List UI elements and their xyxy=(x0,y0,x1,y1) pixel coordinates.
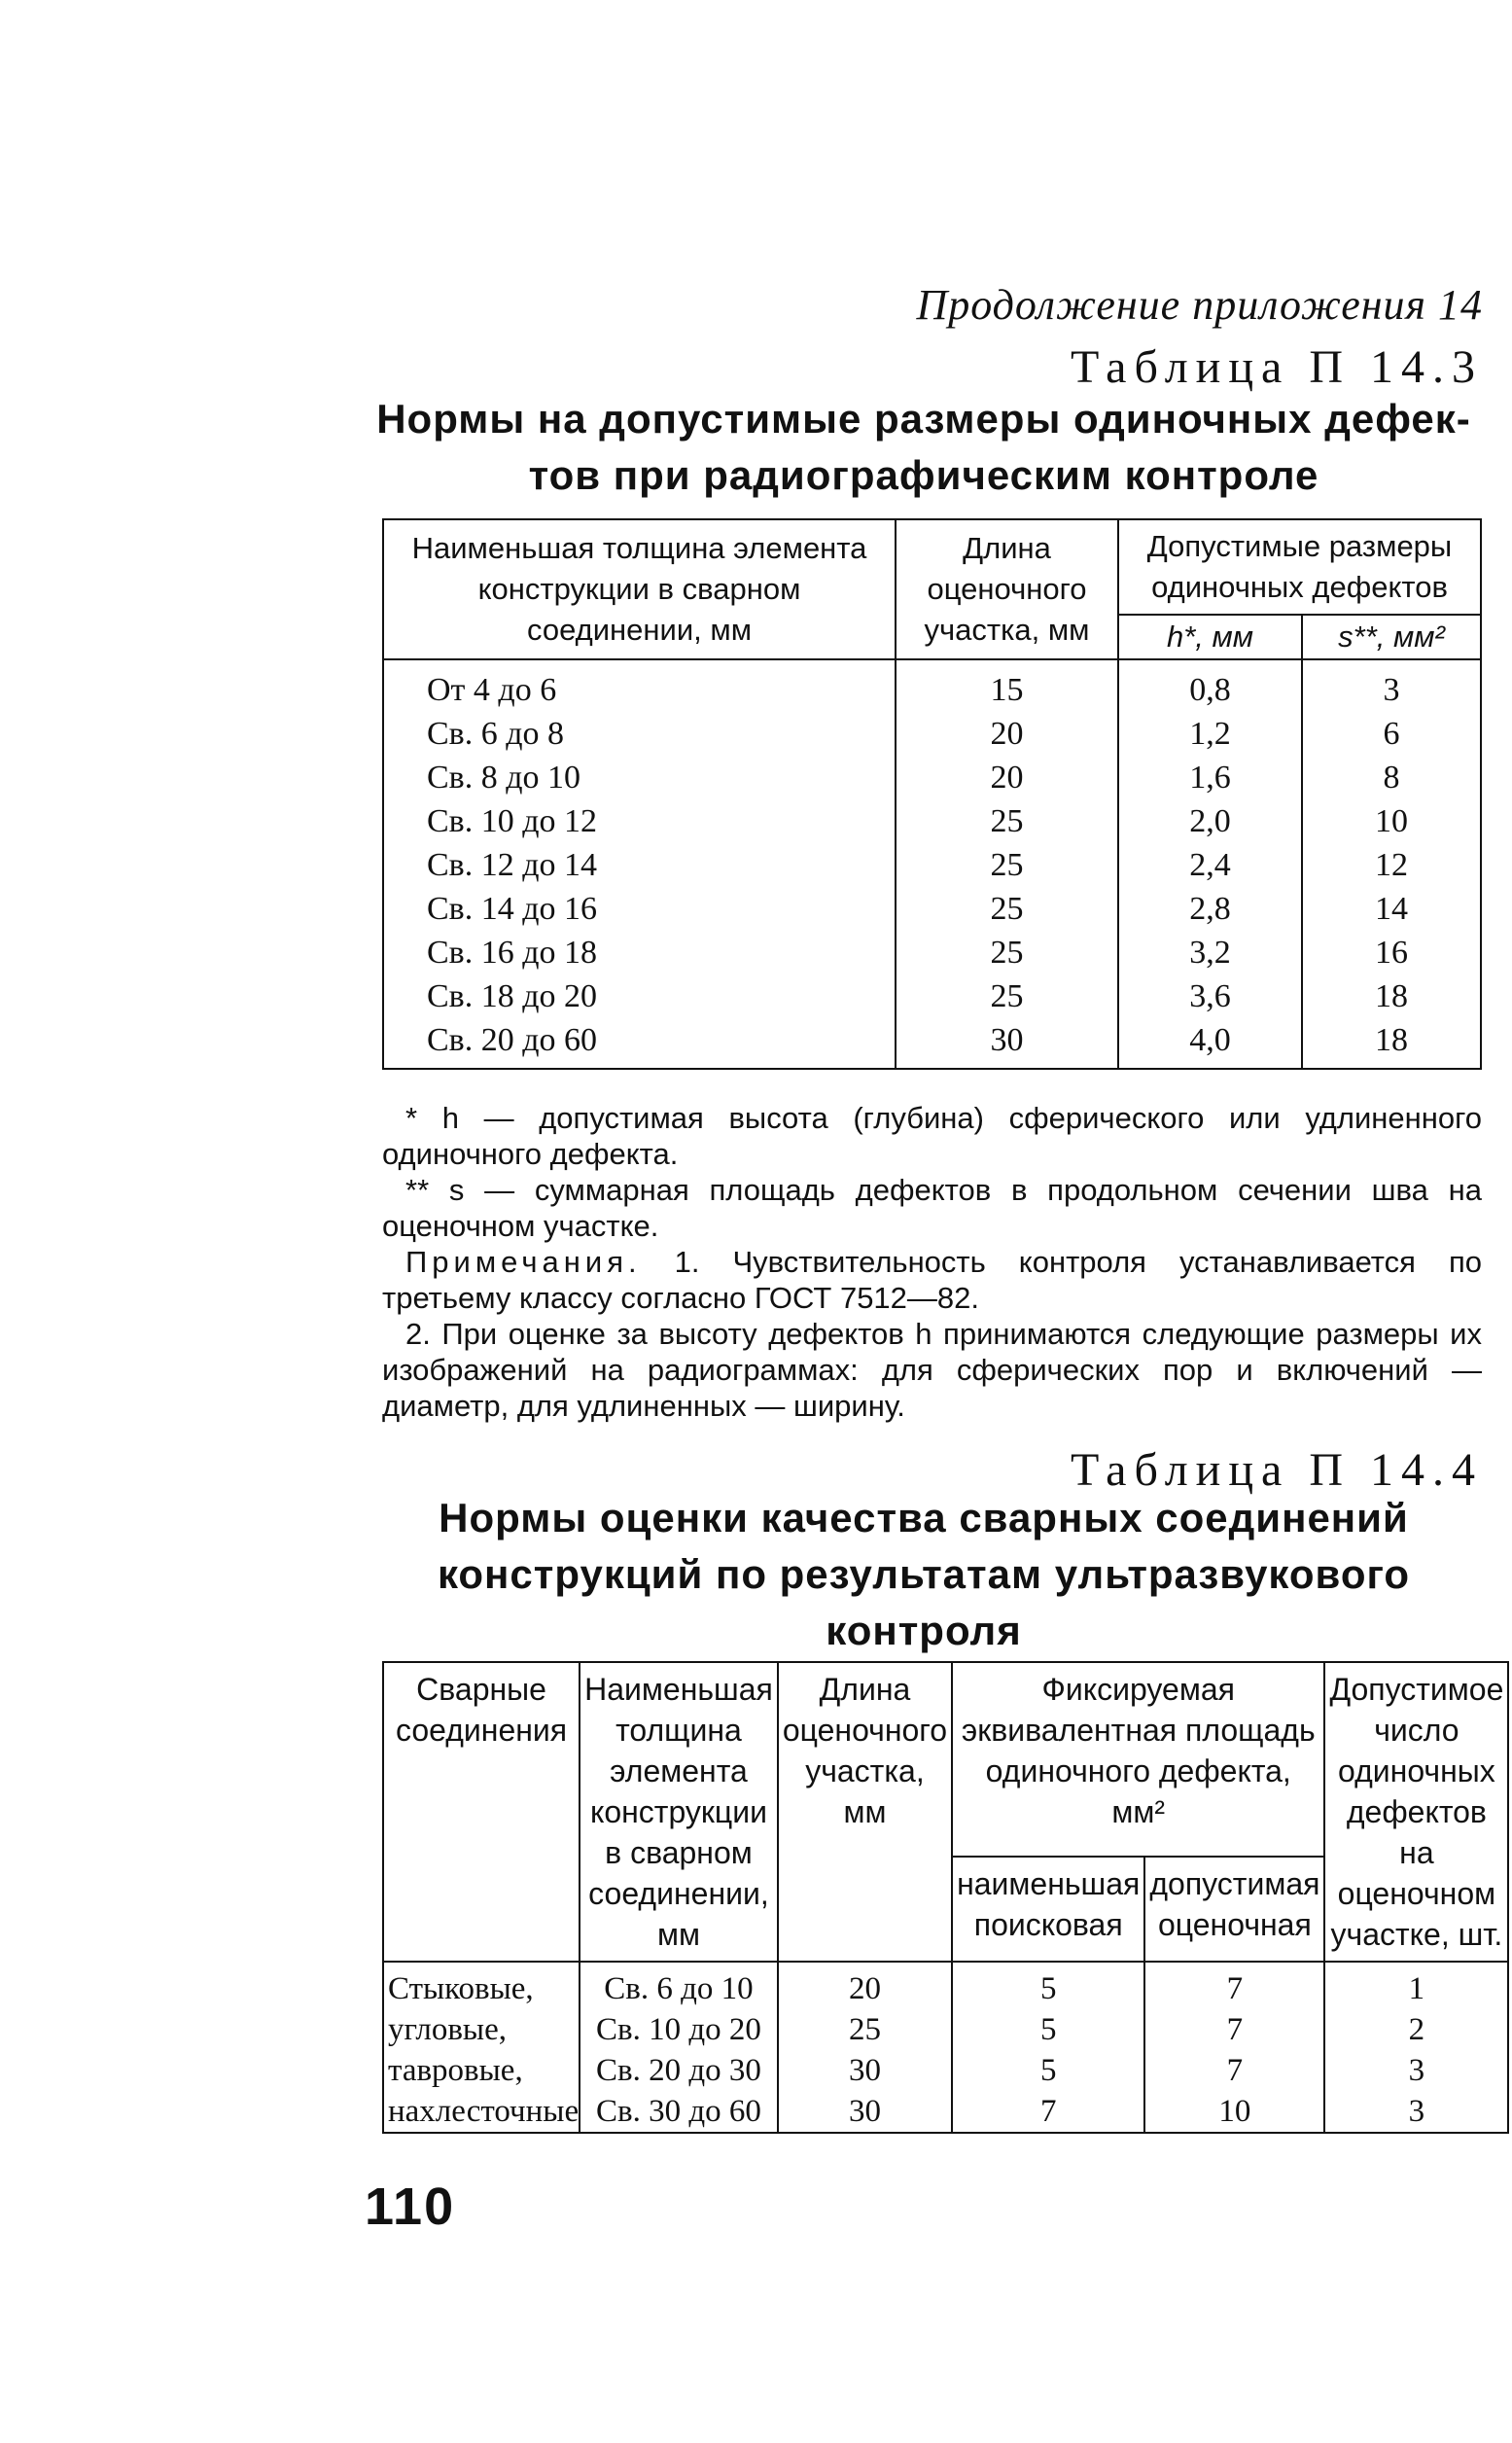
cell-s: 6 xyxy=(1302,712,1481,756)
cell-joint-type: нахлесточные xyxy=(383,2091,580,2133)
cell-h: 2,8 xyxy=(1118,887,1302,931)
cell-length: 25 xyxy=(778,2009,952,2050)
cell-range: Св. 6 до 10 xyxy=(580,1962,778,2009)
table2-title-line3: контроля xyxy=(826,1608,1022,1653)
cell-range: Св. 10 до 12 xyxy=(383,799,896,843)
cell-allowed: 10 xyxy=(1144,2091,1324,2133)
cell-joint-type: Стыковые, xyxy=(383,1962,580,2009)
table-row xyxy=(383,1962,1508,2009)
footnotes xyxy=(382,1100,1482,1424)
table1-title-line2: тов при радиографическим контроле xyxy=(528,452,1319,498)
table-row xyxy=(383,2050,1508,2091)
cell-count: 3 xyxy=(1324,2050,1508,2091)
t1-header-s: s**, мм² xyxy=(1302,615,1481,659)
cell-s: 3 xyxy=(1302,659,1481,712)
cell-count: 1 xyxy=(1324,1962,1508,2009)
table2-title xyxy=(369,1490,1478,1659)
note-item-1: 1. Чувствительность контроля устанавливается по третьему классу согласно ГОСТ 7512—82. xyxy=(382,1245,1482,1315)
table-row xyxy=(383,974,1481,1018)
cell-h: 2,4 xyxy=(1118,843,1302,887)
cell-length: 30 xyxy=(778,2091,952,2133)
cell-range: Св. 14 до 16 xyxy=(383,887,896,931)
footnote-h: * h — допустимая высота (глубина) сферического или удлиненного одиночного дефекта. xyxy=(382,1101,1482,1171)
cell-h: 3,6 xyxy=(1118,974,1302,1018)
t2-header-length: Длина оценочного участка, мм xyxy=(778,1662,952,1962)
t2-header-area: Фиксируемая эквивалентная площадь одиночного дефекта, мм² xyxy=(952,1662,1324,1857)
cell-length: 25 xyxy=(896,887,1118,931)
cell-s: 18 xyxy=(1302,1018,1481,1069)
t2-header-thickness: Наименьшая толщина элемента конструкции в сварном соединении, мм xyxy=(580,1662,778,1962)
t2-header-count: Допустимое число одиночных дефектов на оценочном участке, шт. xyxy=(1324,1662,1508,1962)
cell-joint-type: угловые, xyxy=(383,2009,580,2050)
t2-header-allowed: допустимая оценочная xyxy=(1144,1857,1324,1962)
table2-title-line1: Нормы оценки качества сварных соединений xyxy=(439,1495,1409,1540)
table-row xyxy=(383,2091,1508,2133)
cell-range: Св. 20 до 30 xyxy=(580,2050,778,2091)
cell-search: 5 xyxy=(952,2009,1144,2050)
table1-title-line1: Нормы на допустимые размеры одиночных дефек- xyxy=(376,396,1471,442)
cell-h: 4,0 xyxy=(1118,1018,1302,1069)
cell-range: Св. 8 до 10 xyxy=(383,756,896,799)
cell-s: 12 xyxy=(1302,843,1481,887)
table-row xyxy=(383,887,1481,931)
footnote-s: ** s — суммарная площадь дефектов в продольном сечении шва на оценочном участке. xyxy=(382,1173,1482,1243)
t1-header-length: Длина оценочного участка, мм xyxy=(896,519,1118,659)
cell-length: 25 xyxy=(896,799,1118,843)
table1-caption: Таблица П 14.3 xyxy=(1071,341,1483,393)
table2-caption: Таблица П 14.4 xyxy=(1071,1444,1483,1496)
table-row xyxy=(383,843,1481,887)
cell-length: 30 xyxy=(778,2050,952,2091)
cell-s: 16 xyxy=(1302,931,1481,974)
table1 xyxy=(382,518,1482,1070)
cell-search: 5 xyxy=(952,2050,1144,2091)
cell-s: 18 xyxy=(1302,974,1481,1018)
cell-h: 1,6 xyxy=(1118,756,1302,799)
cell-h: 3,2 xyxy=(1118,931,1302,974)
cell-length: 25 xyxy=(896,974,1118,1018)
cell-allowed: 7 xyxy=(1144,2009,1324,2050)
cell-search: 5 xyxy=(952,1962,1144,2009)
cell-search: 7 xyxy=(952,2091,1144,2133)
cell-range: Св. 18 до 20 xyxy=(383,974,896,1018)
page-number: 110 xyxy=(365,2177,456,2236)
table-row xyxy=(383,799,1481,843)
cell-length: 20 xyxy=(778,1962,952,2009)
table-row xyxy=(383,931,1481,974)
table-row xyxy=(383,1018,1481,1069)
cell-count: 2 xyxy=(1324,2009,1508,2050)
t1-header-sizes: Допустимые размеры одиночных дефектов xyxy=(1118,519,1481,615)
cell-h: 0,8 xyxy=(1118,659,1302,712)
table-row xyxy=(383,2009,1508,2050)
table1-title xyxy=(369,391,1478,504)
cell-length: 25 xyxy=(896,931,1118,974)
cell-h: 1,2 xyxy=(1118,712,1302,756)
cell-length: 30 xyxy=(896,1018,1118,1069)
cell-length: 20 xyxy=(896,756,1118,799)
table2 xyxy=(382,1661,1509,2134)
cell-h: 2,0 xyxy=(1118,799,1302,843)
notes-label: Примечания. xyxy=(405,1245,642,1279)
t1-header-h: h*, мм xyxy=(1118,615,1302,659)
cell-s: 8 xyxy=(1302,756,1481,799)
cell-s: 10 xyxy=(1302,799,1481,843)
cell-range: От 4 до 6 xyxy=(383,659,896,712)
cell-joint-type: тавровые, xyxy=(383,2050,580,2091)
table-row xyxy=(383,756,1481,799)
cell-range: Св. 6 до 8 xyxy=(383,712,896,756)
cell-count: 3 xyxy=(1324,2091,1508,2133)
t2-header-joints: Сварные соединения xyxy=(383,1662,580,1962)
cell-range: Св. 16 до 18 xyxy=(383,931,896,974)
t1-header-thickness: Наименьшая толщина элемента конструкции в сварном соединении, мм xyxy=(383,519,896,659)
cell-length: 20 xyxy=(896,712,1118,756)
cell-range: Св. 20 до 60 xyxy=(383,1018,896,1069)
continuation-label: Продолжение приложения 14 xyxy=(916,281,1483,329)
t2-header-search: наименьшая поисковая xyxy=(952,1857,1144,1962)
table-row xyxy=(383,659,1481,712)
cell-range: Св. 30 до 60 xyxy=(580,2091,778,2133)
note-item-2: 2. При оценке за высоту дефектов h принимаются следующие размеры их изображений на радиограммах: для сферических пор и включений — диаметр, для удлиненных — ширину. xyxy=(382,1317,1482,1423)
cell-range: Св. 12 до 14 xyxy=(383,843,896,887)
table2-title-line2: конструкций по результатам ультразвукового xyxy=(437,1551,1411,1597)
cell-length: 25 xyxy=(896,843,1118,887)
cell-allowed: 7 xyxy=(1144,1962,1324,2009)
cell-range: Св. 10 до 20 xyxy=(580,2009,778,2050)
cell-length: 15 xyxy=(896,659,1118,712)
table-row xyxy=(383,712,1481,756)
cell-s: 14 xyxy=(1302,887,1481,931)
cell-allowed: 7 xyxy=(1144,2050,1324,2091)
